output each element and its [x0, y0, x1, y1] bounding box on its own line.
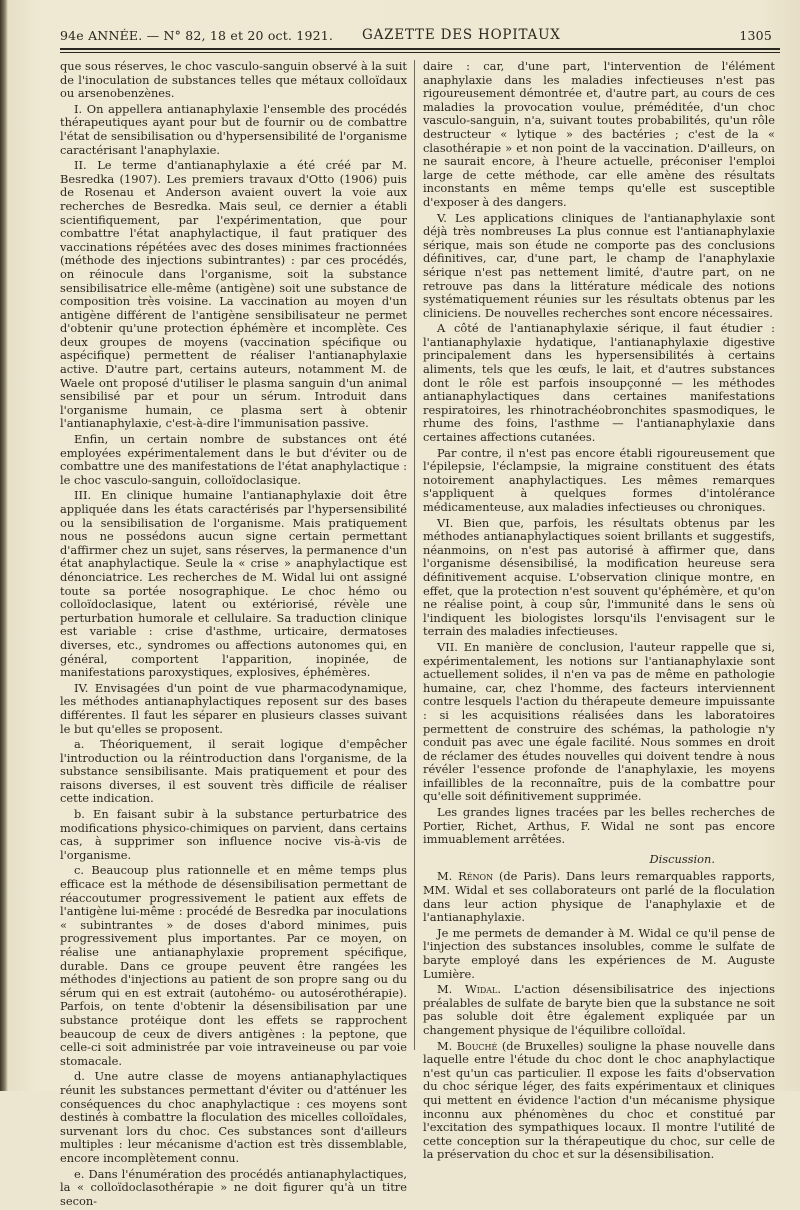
paragraph: V. Les applications cliniques de l'antianaphylaxie sont déjà très nombreuses La plus connue est l'antianaphylaxie sérique, mais son étude ne comporte pas des conclusions définitives, car, d'une part, le champ de l'anaphylaxie sérique n'est pas nettement limité, d'autre part, on ne retrouve pas dans la littérature médicale des notions systématiquement réunies sur les résultats obtenus par les cliniciens. De nouvelles recherches sont encore nécessaires. [423, 210, 775, 320]
paragraph: M. Bouché (de Bruxelles) souligne la phase nouvelle dans laquelle entre l'étude du choc dont le choc anaphylactique n'est qu'un cas particulier. Il expose les faits d'observation du choc sérique léger, des faits expérimentaux et cliniques qui mettent en évidence l'action d'un mécanisme physique inconnu aux phénomènes du choc et constitué par l'excitation des sympathiques locaux. Il montre l'utilité de cette conception sur la thérapeutique du choc, sur celle de la préservation du choc et sur la désensibilisation. [423, 1038, 775, 1162]
paragraph: d. Une autre classe de moyens antianaphylactiques réunit les substances permettant d'éviter ou d'atténuer les conséquences du choc anaphylactique : ces moyens sont destinés à combattre la floculation des micelles colloïdales, survenant lors du choc. Ces substances sont d'ailleurs multiples : leur mécanisme d'action est très dissemblable, encore incomplètement connu. [60, 1069, 407, 1165]
paragraph: Enfin, un certain nombre de substances ont été employées expérimentalement dans le but d'éviter ou de combattre une des manifestations de l'état anaphylactique : le choc vasculo-sanguin, colloïdoclasique. [60, 432, 407, 487]
header-rule [60, 48, 780, 50]
speaker-name: M. Bouché [437, 1038, 498, 1053]
speaker-name: M. Rénon [437, 869, 494, 884]
paragraph: Les grandes lignes tracées par les belles recherches de Portier, Richet, Arthus, F. Widal ne sont pas encore immuablement arrêtées. [423, 805, 775, 847]
paragraph: III. En clinique humaine l'antianaphylaxie doit être appliquée dans les états caractérisés par l'hypersensibilité ou la sensibilisation de l'organisme. Mais pratiquement nous ne possédons aucun signe certain permettant d'affirmer chez un sujet, sans réserves, la permanence d'un état anaphylactique. Seule la « crise » anaphylactique est dénonciatrice. Les recherches de M. Widal lui ont assigné toute sa portée nosographique. Le choc hémo ou colloïdoclasique, latent ou extériorisé, révèle une perturbation humorale et cellulaire. Sa traduction clinique est variable : crise d'asthme, urticaire, dermatoses diverses, etc., syndromes ou affections autonomes qui, en général, comportent l'apparition, inopinée, de manifestations paroxystiques, explosives, éphémères. [60, 488, 407, 680]
page-number: 1305 [739, 28, 772, 43]
left-column [60, 60, 407, 1210]
paragraph: VII. En manière de conclusion, l'auteur rappelle que si, expérimentalement, les notions sur l'antianaphylaxie sont actuellement solides, il n'en va pas de même en pathologie humaine, car, chez l'homme, des facteurs interviennent contre lesquels l'action du thérapeute demeure impuissante : si les acquisitions réalisées dans les laboratoires permettent de construire des schémas, la pathologie n'y conduit pas avec une égale facilité. Nous sommes en droit de réclamer des études nouvelles qui doivent tendre à nous révéler l'essence profonde de l'anaphylaxie, les moyens infaillibles de la reconnaître, puis de la combattre pour qu'elle soit définitivement supprimée. [423, 639, 775, 804]
paragraph: c. Beaucoup plus rationnelle et en même temps plus efficace est la méthode de désensibilisation permettant de réaccoutumer progressivement le patient aux effets de l'antigène lui-même : procédé de Besredka par inoculations « subintrantes » de doses d'abord minimes, puis progressivement plus importantes. Par ce moyen, on réalise une antianaphylaxie proprement spécifique, durable. Dans ce groupe peuvent être rangées les méthodes d'injections au patient de son propre sang ou du sérum qui en est extrait (autohémo- ou autosérothérapie). Parfois, on tente d'obtenir la désensibilisation par une substance protéique dont les effets se rapprochent beaucoup de ceux de divers antigènes : la peptone, que celle-ci soit administrée par voie intraveineuse ou par voie stomacale. [60, 863, 407, 1068]
paragraph: A côté de l'antianaphylaxie sérique, il faut étudier : l'antianaphylaxie hydatique, l'antianaphylaxie digestive principalement dans les hypersensibilités à certains aliments, tels que les œufs, le lait, et d'autres substances dont le rôle est parfois insoupçonné — les méthodes antianaphylactiques dans certaines manifestations respiratoires, les rhinotrachéobronchites spasmodiques, le rhume des foins, l'asthme — l'antianaphylaxie dans certaines affections cutanées. [423, 321, 775, 445]
paragraph: e. Dans l'énumération des procédés antianaphylactiques, la « colloïdoclasothérapie » ne doit figurer qu'à un titre secon- [60, 1166, 407, 1208]
running-header [60, 24, 780, 46]
paragraph: VI. Bien que, parfois, les résultats obtenus par les méthodes antianaphylactiques soient brillants et suggestifs, néanmoins, on n'est pas autorisé à affirmer que, dans l'organisme désensibilisé, la modification heureuse sera définitivement acquise. L'observation clinique montre, en effet, que la protection n'est souvent qu'éphémère, et qu'on ne réalise point, à coup sûr, l'immunité dans le sens où l'indiquent les biologistes lorsqu'ils l'envisagent sur le terrain des maladies infectieuses. [423, 515, 775, 639]
issue-info: 94e ANNÉE. — N° 82, 18 et 20 oct. 1921. [60, 28, 334, 43]
publication-title: GAZETTE DES HOPITAUX [362, 27, 561, 43]
paragraph: IV. Envisagées d'un point de vue pharmacodynamique, les méthodes antianaphylactiques reposent sur des bases différentes. Il faut les séparer en plusieurs classes suivant le but qu'elles se proposent. [60, 680, 407, 736]
section-heading: Discussion. [649, 851, 715, 866]
paragraph: b. En faisant subir à la substance perturbatrice des modifications physico-chimiques on parvient, dans certains cas, à supprimer son influence nocive vis-à-vis de l'organisme. [60, 807, 407, 862]
paragraph: I. On appellera antianaphylaxie l'ensemble des procédés thérapeutiques ayant pour but de fournir ou de combattre l'état de sensibilisation ou d'hypersensibilité de l'organisme caractérisant l'anaphylaxie. [60, 101, 407, 157]
right-column [423, 60, 775, 1164]
column-separator [414, 60, 415, 1050]
paragraph: M. Widal. L'action désensibilisatrice des injections préalables de sulfate de baryte bien que la substance ne soit pas soluble doit être également expliquée par un changement physique de l'équilibre colloïdal. [423, 982, 775, 1037]
paragraph: M. Rénon (de Paris). Dans leurs remarquables rapports, MM. Widal et ses collaborateurs ont parlé de la floculation dans leur action physique de l'anaphylaxie et de l'antianaphylaxie. [423, 869, 775, 925]
paragraph: Par contre, il n'est pas encore établi rigoureusement que l'épilepsie, l'éclampsie, la migraine constituent des états notoirement anaphylactiques. Les mêmes remarques s'appliquent à quelques formes d'intolérance médicamenteuse, aux maladies infectieuses ou chroniques. [423, 445, 775, 514]
header-rule-thin [60, 52, 780, 53]
paragraph: que sous réserves, le choc vasculo-sanguin observé à la suit de l'inoculation de substances telles que métaux colloïdaux ou arsenobenzènes. [60, 59, 407, 101]
paragraph: Je me permets de demander à M. Widal ce qu'il pense de l'injection des substances insolubles, comme le sulfate de baryte employé dans les expériences de M. Auguste Lumière. [423, 925, 775, 981]
paragraph: daire : car, d'une part, l'intervention de l'élément anaphylaxie dans les maladies infectieuses n'est pas rigoureusement démontrée et, d'autre part, au cours de ces maladies la provocation voulue, préméditée, d'un choc vasculo-sanguin, n'a, suivant toutes probabilités, qu'un rôle destructeur « lytique » des bactéries ; c'est de la « clasothérapie » et non point de la vaccination. D'ailleurs, on ne saurait encore, à l'heure actuelle, préconiser l'emploi large de cette méthode, car elle amène des résultats inconstants en même temps qu'elle est susceptible d'exposer à des dangers. [423, 59, 775, 209]
paragraph: a. Théoriquement, il serait logique d'empêcher l'introduction ou la réintroduction dans l'organisme, de la substance sensibilisante. Mais pratiquement et pour des raisons diverses, il est souvent très difficile de réaliser cette indication. [60, 737, 407, 806]
speaker-name: M. Widal [437, 982, 498, 997]
page-binding-edge [0, 0, 8, 1091]
paragraph: II. Le terme d'antianaphylaxie a été créé par M. Besredka (1907). Les premiers travaux d'Otto (1906) puis de Rosenau et Anderson avaient ouvert la voie aux recherches de Besredka. Mais seul, ce dernier a établi scientifiquement, par l'expérimentation, que pour combattre l'état anaphylactique, il faut pratiquer des vaccinations répétées avec des doses minimes fractionnées (méthode des injections subintrantes) : par ces procédés, on réinocule dans l'organisme, soit la substance sensibilisatrice elle-même (antigène) soit une substance de composition très voisine. La vaccination au moyen d'un antigène différent de l'antigène sensibilisateur ne permet d'obtenir qu'une protection éphémère et incomplète. Ces deux groupes de moyens (vaccination spécifique ou aspécifique) permettent de réaliser l'antianaphylaxie active. D'autre part, certains auteurs, notamment M. de Waele ont proposé d'utiliser le plasma sanguin d'un animal sensibilisé par et pour un sérum. Introduit dans l'organisme humain, ce plasma sert à obtenir l'antianaphylaxie, c'est-à-dire l'immunisation passive. [60, 158, 407, 431]
